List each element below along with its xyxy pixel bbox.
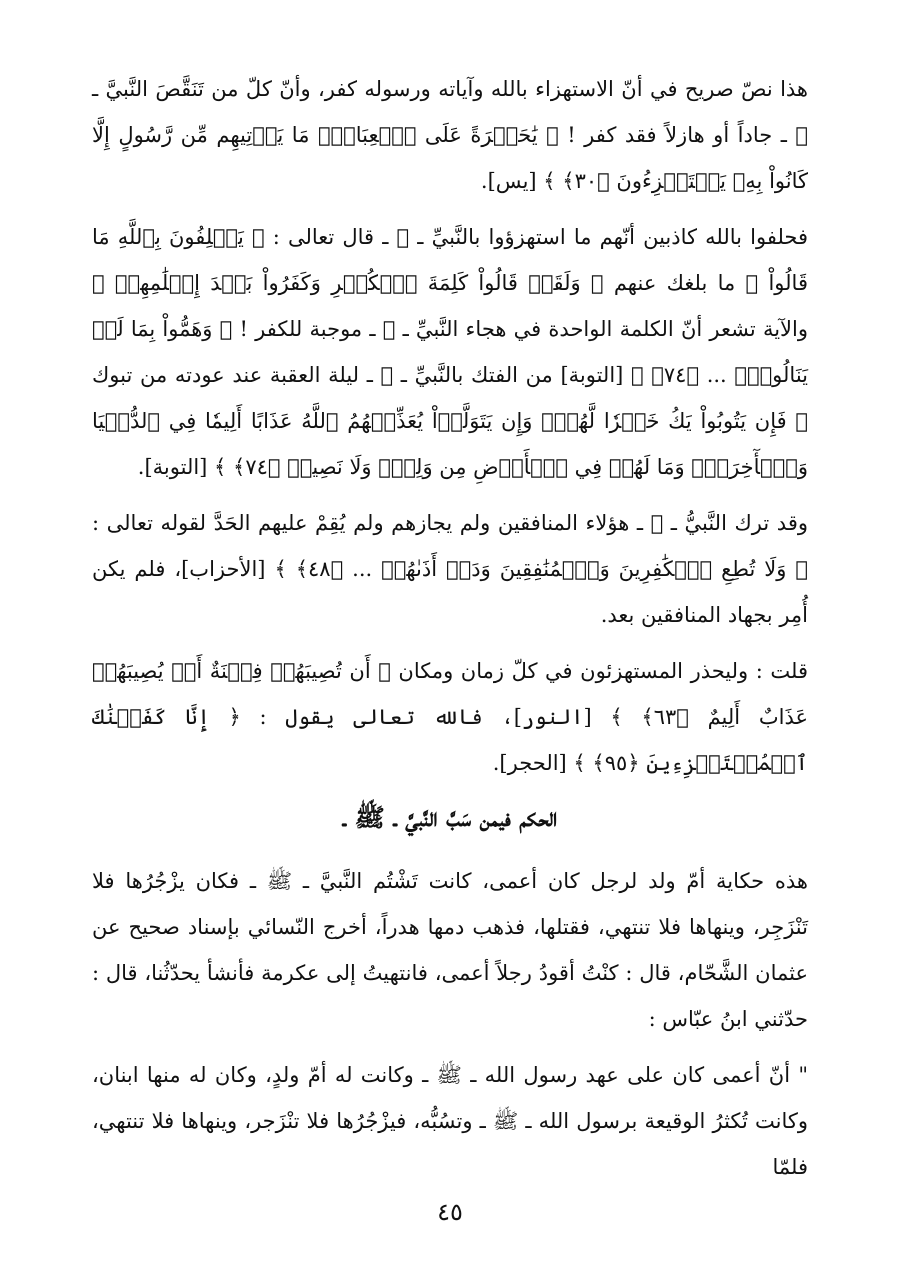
page-body	[92, 66, 808, 1200]
paragraph-warning	[92, 648, 808, 786]
paragraph-hypocrites	[92, 500, 808, 638]
paragraph-mockery-verdict	[92, 66, 808, 204]
paragraph-text: هذه حكاية أمّ ولد لرجل كان أعمى، كانت تَشْتُم النَّبيَّ ـ ﷺ ـ فكان يزْجُرُها فلا تَنْزَجِر، وينهاها فلا تنتهي، فقتلها، فذهب دمها هدراً، أخرج النّسائي بإسناد صحيح عن عثمان الشَّحّام، قال : كنْتُ أقودُ رجلاً أعمى، فانتهيتُ إلى عكرمة فأنشأ يحدّثُنا، قال : حدّثني ابنُ عبّاس :	[92, 869, 808, 1031]
paragraph-text: هذا نصّ صريح في أنّ الاستهزاء بالله وآياته ورسوله كفر، وأنّ كلّ من تَنَقَّصَ النَّبيَّ ـ ﷺ ـ جاداً أو هازلاً فقد كفر ! ﴿ يَٰحَسۡرَةً عَلَى ٱلۡعِبَادِۚ مَا يَأۡتِيهِم مِّن رَّسُولٍ إِلَّا كَانُواْ بِهِۦ يَسۡتَهۡزِءُونَ ﴿٣٠﴾ ﴾ [يس].	[92, 77, 808, 193]
paragraph-oath-denial	[92, 214, 808, 490]
paragraph-text: فحلفوا بالله كاذبين أنّهم ما استهزؤوا بالنَّبيِّ ـ ﷺ ـ قال تعالى : ﴿ يَحۡلِفُونَ بِٱللَّهِ مَا قَالُواْ ﴾ ما بلغك عنهم ﴿ وَلَقَدۡ قَالُواْ كَلِمَةَ ٱلۡكُفۡرِ وَكَفَرُواْ بَعۡدَ إِسۡلَٰمِهِمۡ ﴾ والآية تشعر أنّ الكلمة الواحدة في هجاء النَّبيِّ ـ ﷺ ـ موجبة للكفر ! ﴿ وَهَمُّواْ بِمَا لَمۡ يَنَالُواْۚ ... ﴿٧٤﴾ ﴾ [التوبة] من الفتك بالنَّبيِّ ـ ﷺ ـ ليلة العقبة عند عودته من تبوك ﴿ فَإِن يَتُوبُواْ يَكُ خَيۡرٗا لَّهُمۡۖ وَإِن يَتَوَلَّوۡاْ يُعَذِّبۡهُمُ ٱللَّهُ عَذَابًا أَلِيمٗا فِي ٱلدُّنۡيَا وَٱلۡأٓخِرَةِۚ وَمَا لَهُمۡ فِي ٱلۡأَرۡضِ مِن وَلِيّٖ وَلَا نَصِيرٖ ﴿٧٤﴾ ﴾ [التوبة].	[92, 225, 808, 479]
paragraph-text: " أنّ أعمى كان على عهد رسول الله ـ ﷺ ـ وكانت له أمّ ولدٍ، وكان له منها ابنان، وكانت تُكثرُ الوقيعة برسول الله ـ ﷺ ـ وتسُبُّه، فيزْجُرُها فلا تنْزَجر، وينهاها فلا تنتهي، فلمّا	[92, 1063, 808, 1179]
paragraph-story	[92, 858, 808, 1042]
paragraph-text: قلت : وليحذر المستهزئون في كلّ زمان ومكان ﴿ أَن تُصِيبَهُمۡ فِتۡنَةٌ أَوۡ يُصِيبَهُمۡ عَذَابٌ أَلِيمٌ ﴿٦٣﴾ ﴾ [النور]، فالله تعالى يقول : ﴿ إِنَّا كَفَيۡنَٰكَ ٱلۡمُسۡتَهۡزِءِينَ ﴿٩٥﴾ ﴾ [الحجر].	[92, 659, 808, 775]
paragraph-text: وقد ترك النَّبيُّ ـ ﷺ ـ هؤلاء المنافقين ولم يجازهم ولم يُقِمْ عليهم الحَدَّ لقوله تعالى : ﴿ وَلَا تُطِعِ ٱلۡكَٰفِرِينَ وَٱلۡمُنَٰفِقِينَ وَدَعۡ أَذَىٰهُمۡ ... ﴿٤٨﴾ ﴾ [الأحزاب]، فلم يكن أُمِر بجهاد المنافقين بعد.	[92, 511, 808, 627]
paragraph-hadith	[92, 1052, 808, 1190]
page-number: ٤٥	[437, 1198, 463, 1226]
section-heading: الحكم فيمن سَبَّ النَّبيَّ ـ ﷺ ـ	[342, 803, 558, 832]
